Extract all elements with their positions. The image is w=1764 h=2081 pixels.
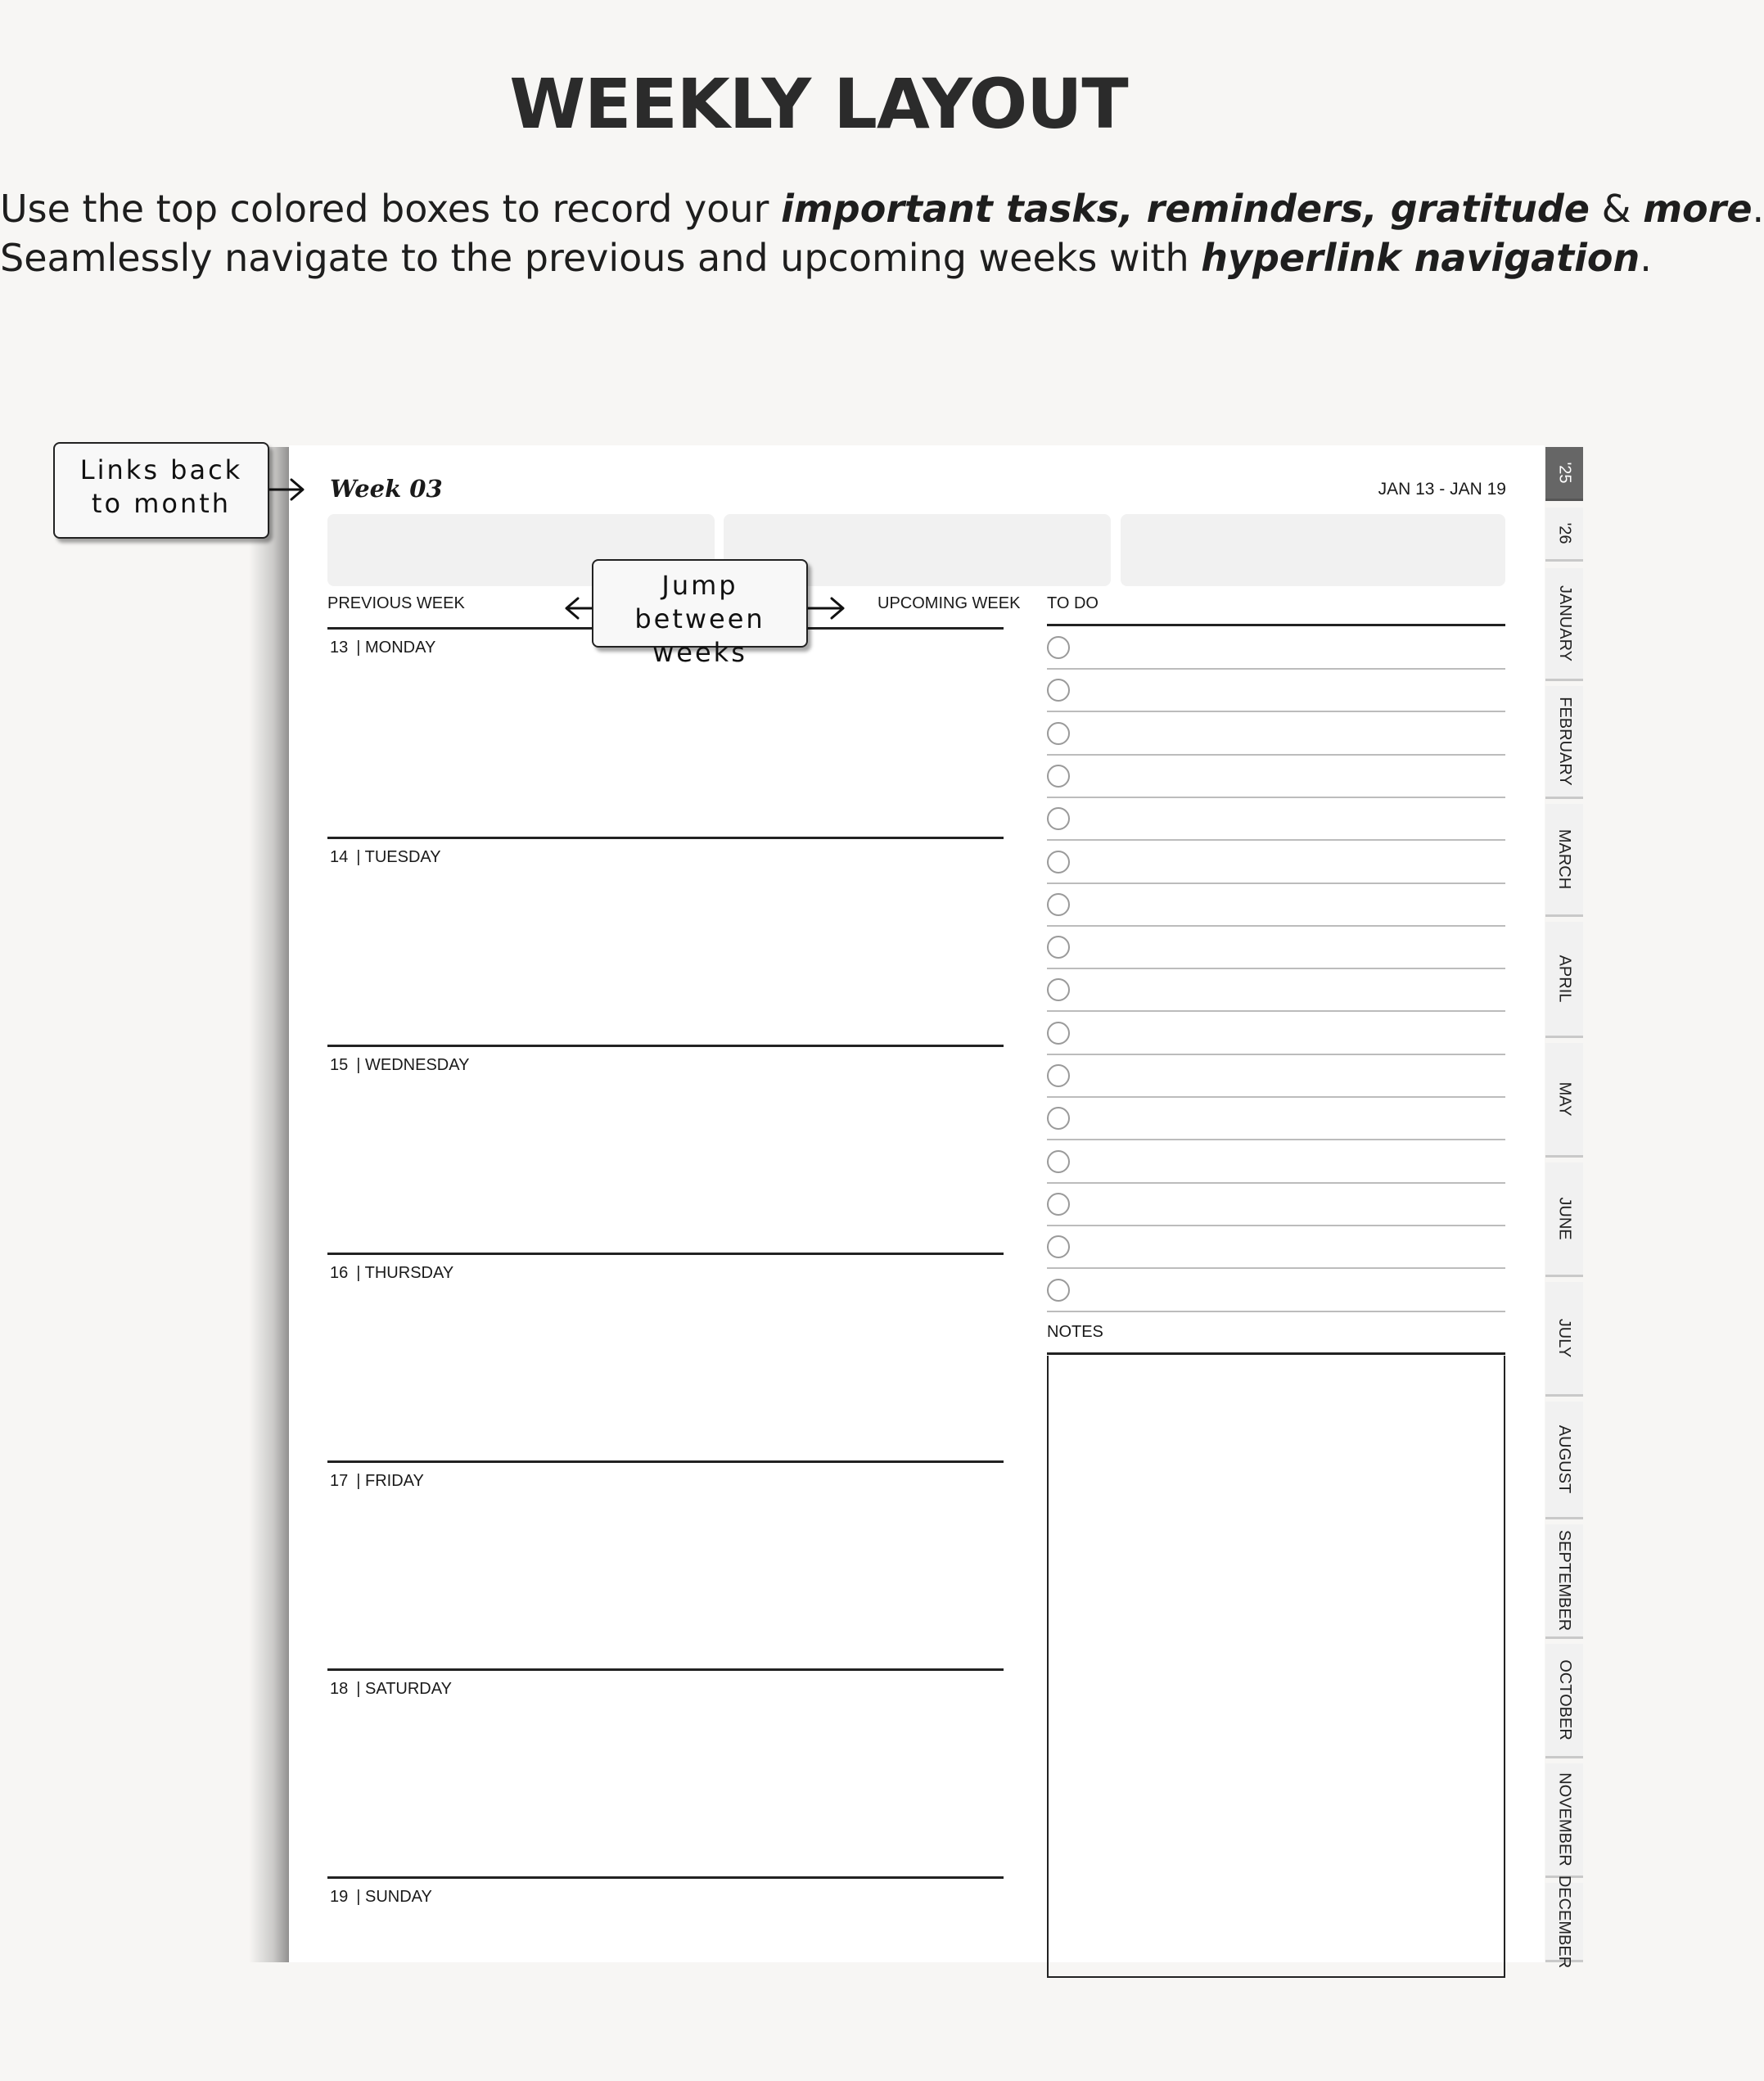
day-rule — [327, 837, 1004, 839]
tab-label: DECEMBER — [1555, 1875, 1574, 1968]
notes-label: NOTES — [1047, 1323, 1103, 1341]
tab-label: JUNE — [1555, 1197, 1574, 1240]
week-title-link[interactable]: Week 03 — [330, 475, 443, 503]
day-number: 13 — [330, 639, 349, 657]
day-writing-area[interactable] — [327, 840, 1004, 1041]
todo-checkbox[interactable] — [1047, 1064, 1070, 1087]
todo-checkbox[interactable] — [1047, 851, 1070, 873]
todo-checkbox[interactable] — [1047, 1022, 1070, 1045]
day-number: 15 — [330, 1056, 349, 1074]
todo-checkbox[interactable] — [1047, 1150, 1070, 1173]
todo-checkbox[interactable] — [1047, 807, 1070, 830]
tab-label: MARCH — [1555, 828, 1574, 890]
todo-line — [1047, 668, 1505, 670]
todo-line — [1047, 1182, 1505, 1184]
day-writing-area[interactable] — [327, 1672, 1004, 1873]
todo-line — [1047, 1054, 1505, 1055]
day-writing-area[interactable] — [327, 1880, 1004, 2081]
date-range: JAN 13 - JAN 19 — [1378, 480, 1506, 499]
tab-1[interactable] — [1545, 508, 1583, 562]
todo-line — [1047, 754, 1505, 756]
day-rule — [327, 1460, 1004, 1463]
description-text: . — [1640, 236, 1652, 280]
day-name: | THURSDAY — [356, 1264, 454, 1282]
tab-6[interactable] — [1545, 1043, 1583, 1158]
tab-label: OCTOBER — [1555, 1659, 1574, 1740]
tab-4[interactable] — [1545, 804, 1583, 917]
callout-text: to month — [91, 488, 232, 519]
day-name: | WEDNESDAY — [356, 1056, 470, 1074]
callout-text: weeks — [652, 637, 747, 668]
day-rule — [327, 1876, 1004, 1879]
day-name: | FRIDAY — [356, 1472, 424, 1490]
todo-label: TO DO — [1047, 594, 1099, 612]
todo-line — [1047, 883, 1505, 884]
description-text: & — [1589, 187, 1644, 231]
month-tabs — [1545, 447, 1585, 1968]
description-emphasis: hyperlink navigation — [1201, 236, 1640, 280]
todo-line — [1047, 1096, 1505, 1098]
todo-line — [1047, 1267, 1505, 1269]
description-line-1 — [0, 187, 1764, 231]
day-writing-area[interactable] — [327, 1048, 1004, 1249]
notes-area[interactable] — [1047, 1356, 1505, 1978]
planner-page — [289, 445, 1545, 1962]
todo-line — [1047, 1010, 1505, 1012]
todo-checkbox[interactable] — [1047, 722, 1070, 745]
tab-label: AUGUST — [1555, 1424, 1574, 1494]
todo-checkbox[interactable] — [1047, 936, 1070, 959]
day-name: | SATURDAY — [356, 1680, 452, 1698]
notes-rule — [1047, 1352, 1505, 1355]
todo-checkbox[interactable] — [1047, 679, 1070, 702]
day-rule — [327, 1668, 1004, 1671]
todo-checkbox[interactable] — [1047, 1279, 1070, 1302]
todo-line — [1047, 839, 1505, 841]
callout-text: Jump between — [634, 570, 765, 634]
tab-0[interactable] — [1545, 447, 1583, 501]
todo-checkbox[interactable] — [1047, 893, 1070, 916]
tab-label: '26 — [1555, 522, 1574, 544]
todo-line — [1047, 1225, 1505, 1226]
todo-checkbox[interactable] — [1047, 1235, 1070, 1258]
todo-checkbox[interactable] — [1047, 978, 1070, 1001]
callout-jump-weeks — [592, 559, 808, 668]
tab-3[interactable] — [1545, 686, 1583, 799]
day-name: | TUESDAY — [356, 848, 441, 866]
description-line-2 — [0, 236, 1652, 280]
todo-checkbox[interactable] — [1047, 1107, 1070, 1130]
upcoming-week-link[interactable]: UPCOMING WEEK — [877, 594, 1021, 612]
tab-label: MAY — [1555, 1081, 1574, 1117]
tab-7[interactable] — [1545, 1162, 1583, 1277]
tab-5[interactable] — [1545, 922, 1583, 1038]
tab-label: JULY — [1555, 1318, 1574, 1358]
description-text: Use the top colored boxes to record your — [0, 187, 782, 231]
todo-line — [1047, 1139, 1505, 1140]
todo-checkbox[interactable] — [1047, 636, 1070, 659]
todo-checkbox[interactable] — [1047, 765, 1070, 788]
tab-9[interactable] — [1545, 1402, 1583, 1519]
tab-label: NOVEMBER — [1555, 1772, 1574, 1867]
tab-8[interactable] — [1545, 1282, 1583, 1397]
day-writing-area[interactable] — [327, 1464, 1004, 1665]
tab-label: JANUARY — [1555, 585, 1574, 661]
description-emphasis: important tasks, reminders, gratitude — [781, 187, 1590, 231]
day-number: 17 — [330, 1472, 349, 1490]
callout-text: Links back — [79, 454, 243, 485]
tab-label: '25 — [1555, 462, 1574, 484]
day-rule — [327, 1253, 1004, 1255]
todo-line — [1047, 1311, 1505, 1312]
tab-label: SEPTEMBER — [1555, 1529, 1574, 1632]
day-writing-area[interactable] — [327, 1256, 1004, 1457]
todo-line — [1047, 711, 1505, 712]
day-number: 18 — [330, 1680, 349, 1698]
day-number: 19 — [330, 1888, 349, 1906]
day-name: | SUNDAY — [356, 1888, 432, 1906]
day-name: | MONDAY — [356, 639, 436, 657]
callout-links-to-month — [53, 442, 269, 539]
tab-2[interactable] — [1545, 568, 1583, 681]
day-number: 16 — [330, 1264, 349, 1282]
todo-rule — [1047, 624, 1505, 626]
previous-week-link[interactable]: PREVIOUS WEEK — [327, 594, 465, 612]
description-emphasis: more — [1643, 187, 1753, 231]
tab-11[interactable] — [1545, 1644, 1583, 1758]
description-text: Seamlessly navigate to the previous and upcoming weeks with — [0, 236, 1202, 280]
top-box-3[interactable] — [1121, 514, 1505, 586]
tab-12[interactable] — [1545, 1763, 1583, 1878]
todo-checkbox[interactable] — [1047, 1193, 1070, 1216]
todo-line — [1047, 797, 1505, 798]
day-rule — [327, 1045, 1004, 1047]
tab-13[interactable] — [1545, 1875, 1583, 1968]
tab-10[interactable] — [1545, 1524, 1583, 1639]
tab-label: FEBRUARY — [1555, 697, 1574, 786]
todo-line — [1047, 925, 1505, 927]
todo-line — [1047, 968, 1505, 969]
tab-label: APRIL — [1555, 955, 1574, 1003]
page-headline: WEEKLY LAYOUT — [509, 64, 1128, 144]
description-text: . — [1752, 187, 1764, 231]
day-number: 14 — [330, 848, 349, 866]
